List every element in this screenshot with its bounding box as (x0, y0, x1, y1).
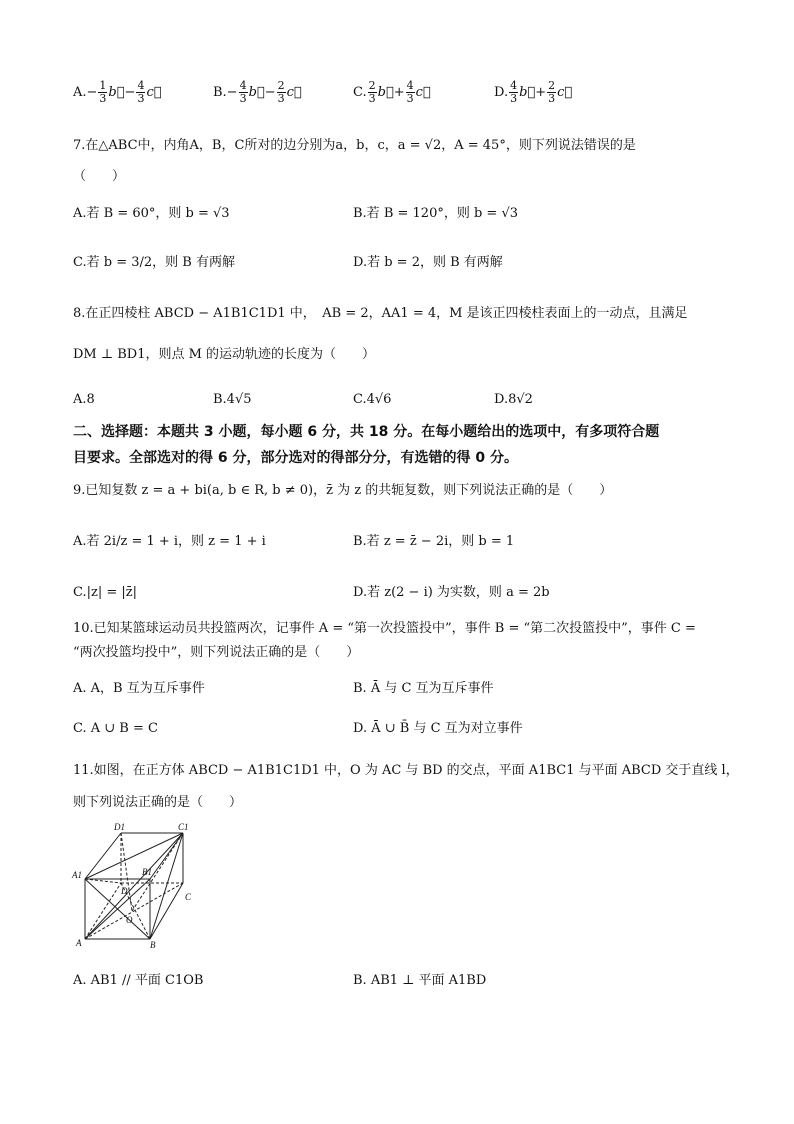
label-b: B (150, 940, 156, 950)
q11-option-b: B. AB1 ⊥ 平面 A1BD (353, 973, 487, 988)
q10-stem-line2: “两次投篮均投中”，则下列说法正确的是（ ） (73, 645, 360, 660)
q11-stem-line1: 11.如图，在正方体 ABCD − A1B1C1D1 中，O 为 AC 与 BD 的交点，平面 A1BC1 与平面 ABCD 交于直线 l， (73, 763, 739, 778)
q8-option-d: D.8√2 (494, 392, 533, 407)
q7-option-c: C.若 b = 3/2，则 B 有两解 (73, 255, 235, 270)
q9-stem: 9.已知复数 z = a + bi(a, b ∈ R, b ≠ 0)，z̄ 为 z 的共轭复数，则下列说法正确的是（ ） (73, 483, 613, 498)
label-c: C (185, 892, 192, 902)
label-a1: A1 (72, 870, 82, 880)
section-2-heading-line1: 二、选择题：本题共 3 小题，每小题 6 分，共 18 分。在每小题给出的选项中，有多项符合题 (73, 424, 660, 440)
label-d1: D1 (114, 822, 125, 832)
q11-option-a: A. AB1 // 平面 C1OB (73, 973, 204, 988)
q9-option-c: C.|z| = |z̄| (73, 585, 137, 600)
q10-option-c: C. A ∪ B = C (73, 721, 158, 736)
q6-option-c: C. $\frac{2}{3}$ b⃗+ $\frac{4}{3}$ c⃗ (353, 79, 431, 105)
q7-option-d: D.若 b = 2，则 B 有两解 (353, 255, 503, 270)
q7-option-b: B.若 B = 120°，则 b = √3 (353, 206, 519, 221)
label-c1: C1 (178, 822, 189, 832)
label-a: A (76, 938, 82, 948)
q7-option-a: A.若 B = 60°，则 b = √3 (73, 206, 230, 221)
label-o: O (126, 915, 133, 925)
q9-option-b: B.若 z = z̄ − 2i，则 b = 1 (353, 534, 515, 549)
section-2-heading-line2: 目要求。全部选对的得 6 分，部分选对的得部分分，有选错的得 0 分。 (73, 450, 518, 466)
cube-figure (70, 818, 200, 953)
label-d: D (121, 886, 128, 896)
q10-option-b: B. Ā 与 C 互为互斥事件 (353, 681, 494, 696)
q8-option-a: A.8 (73, 392, 95, 407)
q8-option-c: C.4√6 (353, 392, 392, 407)
q7-stem: 7.在△ABC中，内角A，B，C所对的边分别为a，b，c，a = √2，A = 45°，则下列说法错误的是 (73, 138, 636, 153)
q10-stem-line1: 10.已知某篮球运动员共投篮两次，记事件 A = “第一次投篮投中”，事件 B = “第二次投篮投中”，事件 C = (73, 621, 696, 636)
q9-option-d: D.若 z(2 − i) 为实数，则 a = 2b (353, 585, 550, 600)
q7-paren: （ ） (73, 169, 126, 184)
q11-stem-line2: 则下列说法正确的是（ ） (73, 795, 243, 810)
q9-option-a: A.若 2i/z = 1 + i，则 z = 1 + i (73, 534, 266, 549)
q6-option-a: A.− $\frac{1}{3}$ b⃗− $\frac{4}{3}$ c⃗ (73, 79, 162, 105)
label-b1: B1 (142, 867, 152, 877)
q8-stem-line1: 8.在正四棱柱 ABCD − A1B1C1D1 中， AB = 2，AA1 = 4，M 是该正四棱柱表面上的一动点，且满足 (73, 306, 688, 321)
q6-option-d: D. $\frac{4}{3}$ b⃗+ $\frac{2}{3}$ c⃗ (494, 79, 573, 105)
q10-option-d: D. Ā ∪ B̄ 与 C 互为对立事件 (353, 721, 523, 736)
q6-option-b: B.− $\frac{4}{3}$ b⃗− $\frac{2}{3}$ c⃗ (213, 79, 302, 105)
q10-option-a: A. A，B 互为互斥事件 (73, 681, 205, 696)
q8-stem-line2: DM ⊥ BD1，则点 M 的运动轨迹的长度为（ ） (73, 347, 376, 362)
q8-option-b: B.4√5 (213, 392, 252, 407)
